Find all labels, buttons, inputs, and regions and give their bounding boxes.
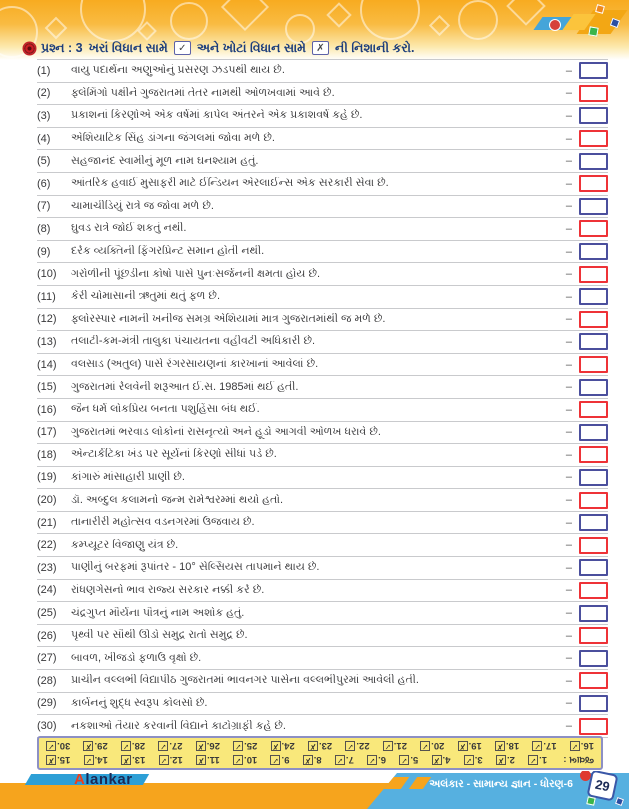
answer-mark-box: ✓ bbox=[534, 742, 541, 751]
question-row bbox=[37, 670, 608, 693]
answer-checkbox[interactable] bbox=[579, 85, 608, 102]
answer-key-strip bbox=[37, 736, 603, 770]
question-number: (7) bbox=[37, 200, 51, 213]
question-text: ચંદ્રગુપ્ત મૌર્યના પૌત્રનું નામ અશોક હતું. bbox=[71, 606, 245, 619]
answer-item bbox=[271, 755, 290, 766]
answer-checkbox[interactable] bbox=[579, 379, 608, 396]
decor-diamond bbox=[326, 2, 351, 27]
question-label: પ્રશ્ન : 3 bbox=[41, 40, 83, 55]
answer-checkbox[interactable] bbox=[579, 198, 608, 215]
answer-item bbox=[570, 741, 594, 752]
answer-number: 25. bbox=[244, 740, 258, 752]
question-text: ચામાચીડિયું રાત્રે જ જોવા મળે છે. bbox=[71, 199, 214, 212]
answer-item bbox=[399, 755, 418, 766]
question-text: તાનારીરી મહોત્સવ વડનગરમાં ઉજવાય છે. bbox=[71, 516, 255, 529]
answer-mark-box: ✗ bbox=[197, 756, 205, 765]
dash: – bbox=[565, 607, 572, 620]
answer-checkbox[interactable] bbox=[579, 333, 608, 350]
question-text: રાંધણગેસનો ભાવ રાજ્ય સરકાર નક્કી કરે છે. bbox=[71, 583, 265, 596]
answer-number: 6. bbox=[378, 754, 387, 766]
answer-mark-box: ✓ bbox=[85, 756, 92, 765]
question-row bbox=[37, 489, 608, 512]
question-number: (5) bbox=[37, 155, 51, 168]
question-row bbox=[37, 196, 608, 219]
question-text: ફ્લેમિંગો પક્ષીને ગુજરાતમાં તેતર નામથી ઓળખવામાં આવે છે. bbox=[71, 86, 335, 99]
question-row bbox=[37, 557, 608, 580]
answer-number: 14. bbox=[94, 754, 108, 766]
question-number: (9) bbox=[37, 245, 51, 258]
dash: – bbox=[565, 290, 572, 303]
answer-item bbox=[84, 741, 108, 752]
answer-number: 5. bbox=[410, 754, 419, 766]
question-number: (11) bbox=[37, 290, 56, 303]
answer-mark-box: ✗ bbox=[47, 756, 55, 765]
question-text: પાણીનું બરફમાં રૂપાંતર - 10° સેલ્સિયસ તાપમાને થાય છે. bbox=[71, 561, 320, 574]
answer-mark-box: ✓ bbox=[368, 756, 376, 765]
dash: – bbox=[565, 87, 572, 100]
question-text: વાયુ પદાર્થના અણુઓનું પ્રસરણ ઝડપથી થાય છે. bbox=[71, 64, 285, 77]
dash: – bbox=[565, 584, 572, 597]
answer-item bbox=[84, 755, 108, 766]
answer-mark-box: ✓ bbox=[465, 756, 473, 765]
question-number: (4) bbox=[37, 132, 51, 145]
answer-mark-box: ✗ bbox=[122, 756, 130, 765]
answer-mark-box: ✓ bbox=[400, 756, 408, 765]
answer-mark-box: ✗ bbox=[272, 742, 279, 751]
flower-bullet-icon bbox=[24, 43, 35, 54]
answer-checkbox[interactable] bbox=[579, 107, 608, 124]
dash: – bbox=[565, 629, 572, 642]
question-row bbox=[37, 399, 608, 422]
question-row bbox=[37, 150, 608, 173]
question-row bbox=[37, 60, 608, 83]
answer-item bbox=[233, 741, 257, 752]
answer-mark-box: ✗ bbox=[433, 756, 440, 765]
answer-mark-box: ✓ bbox=[336, 756, 344, 765]
answer-checkbox[interactable] bbox=[579, 175, 608, 192]
answer-checkbox[interactable] bbox=[579, 695, 608, 712]
question-text: એન્ટાર્કટિકા ખંડ પર સૂર્યનાં કિરણો સીધાં પડે છે. bbox=[71, 448, 277, 461]
dash: – bbox=[565, 494, 572, 507]
answer-mark-box: ✓ bbox=[272, 756, 279, 765]
question-row bbox=[37, 422, 608, 445]
question-number: (22) bbox=[37, 539, 57, 552]
answer-item bbox=[528, 755, 547, 766]
question-number: (19) bbox=[37, 471, 57, 484]
answer-number: 13. bbox=[132, 754, 146, 766]
page-number-badge: 29 bbox=[586, 771, 618, 802]
answer-mark-box: ✗ bbox=[459, 742, 466, 751]
question-text: ડૉ. અબ્દુલ કલામનો જન્મ રામેશ્વરમ્માં થયો હતો. bbox=[71, 493, 284, 506]
answer-checkbox[interactable] bbox=[579, 582, 608, 599]
dash: – bbox=[565, 245, 572, 258]
dash: – bbox=[565, 381, 572, 394]
answer-item bbox=[335, 755, 354, 766]
answer-checkbox[interactable] bbox=[579, 559, 608, 576]
decor-red-dot bbox=[549, 19, 561, 31]
question-number: (16) bbox=[37, 403, 57, 416]
answer-item bbox=[46, 755, 70, 766]
answer-mark-box: ✓ bbox=[234, 756, 242, 765]
answer-checkbox[interactable] bbox=[579, 220, 608, 237]
answer-mark-box: ✓ bbox=[160, 756, 167, 765]
dash: – bbox=[565, 652, 572, 665]
publisher-logo: Alankar bbox=[74, 771, 133, 788]
decor-green-square bbox=[588, 26, 598, 36]
dash: – bbox=[565, 222, 572, 235]
question-row bbox=[37, 105, 608, 128]
question-text: કાંગારું માંસાહારી પ્રાણી છે. bbox=[71, 470, 185, 483]
question-text: સહજાનંદ સ્વામીનું મૂળ નામ ઘનશ્યામ હતું. bbox=[71, 154, 259, 167]
dash: – bbox=[565, 403, 572, 416]
question-text: એશિયાટિક સિંહ ડાંગના જંગલમાં જોવા મળે છે. bbox=[71, 132, 275, 145]
question-number: (2) bbox=[37, 87, 51, 100]
dash: – bbox=[565, 109, 572, 122]
dash: – bbox=[565, 177, 572, 190]
decor-green-square bbox=[586, 796, 595, 805]
question-text: ગરોળીની પૂંછડીના કોષો પાસે પુનઃસર્જનની ક્ષમતા હોય છે. bbox=[71, 267, 321, 280]
answer-number: 8. bbox=[313, 754, 322, 766]
answer-checkbox[interactable] bbox=[579, 446, 608, 463]
answer-number: 7. bbox=[345, 754, 354, 766]
question-text: ગુજરાતમાં રેલવેની શરૂઆત ઈ.સ. 1985માં થઈ હતી. bbox=[71, 380, 299, 393]
questions-table bbox=[37, 59, 608, 738]
question-text: નકશાઓ તૈયાર કરવાની વિદ્યાને કાર્ટોગ્રાફી કહે છે. bbox=[71, 719, 286, 732]
answer-item bbox=[233, 755, 257, 766]
cross-box-icon: ✗ bbox=[312, 41, 329, 55]
question-row bbox=[37, 128, 608, 151]
question-row bbox=[37, 444, 608, 467]
decor-diamond bbox=[221, 0, 269, 31]
answer-number: 29. bbox=[94, 740, 108, 752]
decor-diamond bbox=[429, 15, 450, 36]
question-number: (3) bbox=[37, 109, 51, 122]
question-row bbox=[37, 354, 608, 377]
answer-key-content bbox=[39, 738, 601, 768]
answer-mark-box: ✓ bbox=[159, 742, 167, 751]
question-number: (23) bbox=[37, 561, 57, 574]
answer-checkbox[interactable] bbox=[579, 130, 608, 147]
answer-item bbox=[383, 741, 407, 752]
instruction-part3: ની નિશાની કરો. bbox=[335, 40, 415, 55]
question-number: (6) bbox=[37, 177, 51, 190]
dash: – bbox=[565, 132, 572, 145]
answer-number: 18. bbox=[505, 740, 520, 752]
answer-number: 17. bbox=[543, 740, 557, 752]
answer-checkbox[interactable] bbox=[579, 243, 608, 260]
answer-mark-box: ✗ bbox=[197, 742, 205, 751]
decor-circle bbox=[170, 2, 208, 40]
answer-item bbox=[496, 755, 515, 766]
answer-number: 20. bbox=[431, 740, 445, 752]
answer-mark-box: ✗ bbox=[85, 742, 92, 751]
answer-checkbox[interactable] bbox=[579, 356, 608, 373]
question-row bbox=[37, 512, 608, 535]
answer-item bbox=[196, 755, 220, 766]
book-title: અલંકાર - સામાન્ય જ્ઞાન - ધોરણ-6 bbox=[429, 778, 573, 790]
answer-mark-box: ✓ bbox=[421, 742, 429, 751]
answer-number: 24. bbox=[281, 740, 295, 752]
dash: – bbox=[565, 335, 572, 348]
answer-checkbox[interactable] bbox=[579, 492, 608, 509]
answer-number: 23. bbox=[318, 740, 333, 752]
dash: – bbox=[565, 426, 572, 439]
question-number: (18) bbox=[37, 448, 57, 461]
answer-checkbox[interactable] bbox=[579, 266, 608, 283]
question-number: (25) bbox=[37, 607, 57, 620]
answer-number: 27. bbox=[169, 740, 183, 752]
answer-number: 26. bbox=[206, 740, 220, 752]
question-text: ઘુવડ રાત્રે જોઈ શકતું નથી. bbox=[71, 222, 187, 235]
question-number: (1) bbox=[37, 64, 51, 77]
decor-circle bbox=[80, 0, 146, 42]
answer-checkbox[interactable] bbox=[579, 153, 608, 170]
instruction-part2: અને ખોટાં વિધાન સામે bbox=[196, 40, 306, 55]
answer-number: 15. bbox=[57, 754, 71, 766]
question-text: કેરી ચોમાસાની ઋતુમાં થતું ફળ છે. bbox=[71, 290, 220, 303]
question-row bbox=[37, 309, 608, 332]
question-number: (21) bbox=[37, 516, 57, 529]
question-number: (24) bbox=[37, 584, 57, 597]
check-box-icon: ✓ bbox=[174, 41, 191, 55]
answer-mark-box: ✓ bbox=[122, 742, 130, 751]
question-header bbox=[24, 37, 621, 59]
answer-item bbox=[159, 755, 183, 766]
question-row bbox=[37, 625, 608, 648]
answer-number: 9. bbox=[281, 754, 290, 766]
question-text: ફ્લોરસ્પાર નામની ખનીજ સમગ્ર એશિયામાં માત્ર ગુજરાતમાંથી જ મળે છે. bbox=[71, 312, 386, 325]
question-text: પૃથ્વી પર સૌથી ઊંડો સમુદ્ર રાતો સમુદ્ર છે. bbox=[71, 629, 248, 642]
answer-item bbox=[495, 741, 519, 752]
answer-item bbox=[303, 755, 322, 766]
dash: – bbox=[565, 697, 572, 710]
answer-checkbox[interactable] bbox=[579, 62, 608, 79]
answer-mark-box: ✗ bbox=[309, 742, 317, 751]
page-footer bbox=[0, 771, 629, 809]
answer-mark-box: ✓ bbox=[571, 742, 579, 751]
answer-mark-box: ✗ bbox=[496, 742, 504, 751]
answer-item bbox=[367, 755, 386, 766]
answer-checkbox[interactable] bbox=[579, 672, 608, 689]
dash: – bbox=[565, 64, 572, 77]
question-row bbox=[37, 647, 608, 670]
answer-number: 11. bbox=[207, 754, 220, 766]
answer-item bbox=[432, 755, 451, 766]
question-text: કમ્પ્યૂટર વિજાણુ યંત્ર છે. bbox=[71, 538, 179, 551]
answer-number: 22. bbox=[356, 740, 370, 752]
answer-mark-box: ✓ bbox=[234, 742, 242, 751]
question-row bbox=[37, 376, 608, 399]
question-text: બાવળ, ખીજડો ફળાઉ વૃક્ષો છે. bbox=[71, 651, 202, 664]
question-text: પ્રકાશનાં કિરણોએ એક વર્ષમાં કાપેલ અંતરને એક પ્રકાશવર્ષ કહે છે. bbox=[71, 109, 363, 122]
answer-item bbox=[196, 741, 220, 752]
answer-number: 10. bbox=[244, 754, 258, 766]
question-number: (12) bbox=[37, 313, 57, 326]
dash: – bbox=[565, 358, 572, 371]
dash: – bbox=[565, 471, 572, 484]
answer-key-label: જવાબ : bbox=[563, 754, 594, 766]
question-number: (13) bbox=[37, 335, 57, 348]
dash: – bbox=[565, 674, 572, 687]
question-number: (30) bbox=[37, 720, 57, 733]
question-number: (27) bbox=[37, 652, 57, 665]
decor-footer-parallelogram bbox=[409, 777, 431, 789]
question-row bbox=[37, 467, 608, 490]
question-row bbox=[37, 286, 608, 309]
answer-number: 21. bbox=[393, 740, 407, 752]
answer-number: 4. bbox=[442, 754, 451, 766]
question-number: (8) bbox=[37, 222, 51, 235]
dash: – bbox=[565, 268, 572, 281]
question-text: પ્રાચીન વલ્લભી વિદ્યાપીઠ ગુજરાતમાં ભાવનગર પાસેના વલ્લભીપુરમાં આવેલી હતી. bbox=[71, 674, 419, 687]
answer-key-line-1 bbox=[46, 754, 594, 767]
instruction-part1: ખરાં વિધાન સામે bbox=[88, 40, 168, 55]
dash: – bbox=[565, 313, 572, 326]
question-number: (26) bbox=[37, 629, 57, 642]
answer-number: 19. bbox=[468, 740, 482, 752]
answer-checkbox[interactable] bbox=[579, 514, 608, 531]
question-text: વલસાડ (અતુલ) પાસે રંગરસાયણનાં કારખાનાં આવેલાં છે. bbox=[71, 358, 319, 371]
answer-mark-box: ✓ bbox=[47, 742, 55, 751]
question-number: (28) bbox=[37, 674, 57, 687]
decor-circle bbox=[360, 0, 420, 40]
question-number: (14) bbox=[37, 358, 57, 371]
question-text: કાર્બનનું શુદ્ધ સ્વરૂપ કોલસો છે. bbox=[71, 696, 208, 709]
decor-circle bbox=[458, 0, 498, 40]
answer-number: 1. bbox=[539, 754, 548, 766]
question-row bbox=[37, 534, 608, 557]
question-text: દરેક વ્યક્તિની ફિંગરપ્રિન્ટ સમાન હોતી નથી. bbox=[71, 245, 265, 258]
answer-item bbox=[345, 741, 369, 752]
answer-item bbox=[121, 755, 145, 766]
answer-number: 2. bbox=[506, 754, 515, 766]
decor-diamond bbox=[45, 17, 68, 40]
dash: – bbox=[565, 155, 572, 168]
answer-mark-box: ✓ bbox=[529, 756, 537, 765]
question-number: (29) bbox=[37, 697, 57, 710]
answer-checkbox[interactable] bbox=[579, 311, 608, 328]
answer-item bbox=[458, 741, 482, 752]
question-row bbox=[37, 331, 608, 354]
question-number: (10) bbox=[37, 268, 57, 281]
question-row bbox=[37, 715, 608, 738]
question-text: જૈન ધર્મ લોકપ્રિય બનતા પશુહિંસા બંધ થઈ. bbox=[71, 403, 260, 416]
question-row bbox=[37, 580, 608, 603]
answer-checkbox[interactable] bbox=[579, 288, 608, 305]
question-text: તલાટી-કમ-મંત્રી તાલુકા પંચાયતના વહીવટી અધિકારી છે. bbox=[71, 335, 316, 348]
answer-mark-box: ✗ bbox=[497, 756, 505, 765]
dash: – bbox=[565, 539, 572, 552]
answer-item bbox=[308, 741, 332, 752]
question-row bbox=[37, 173, 608, 196]
question-number: (20) bbox=[37, 494, 57, 507]
question-row bbox=[37, 693, 608, 716]
question-number: (15) bbox=[37, 381, 57, 394]
answer-item bbox=[420, 741, 444, 752]
answer-checkbox[interactable] bbox=[579, 718, 608, 735]
question-number: (17) bbox=[37, 426, 57, 439]
answer-number: 12. bbox=[169, 754, 183, 766]
question-row bbox=[37, 241, 608, 264]
answer-mark-box: ✓ bbox=[384, 742, 392, 751]
answer-number: 28. bbox=[131, 740, 146, 752]
answer-item bbox=[121, 741, 145, 752]
answer-mark-box: ✓ bbox=[347, 742, 354, 751]
dash: – bbox=[565, 448, 572, 461]
dash: – bbox=[565, 561, 572, 574]
answer-number: 30. bbox=[57, 740, 71, 752]
answer-checkbox[interactable] bbox=[579, 469, 608, 486]
question-text: આંતરિક હવાઈ મુસાફરી માટે ઈન્ડિયન એરલાઈન્સ એક સરકારી સેવા છે. bbox=[71, 177, 389, 190]
question-row bbox=[37, 602, 608, 625]
answer-checkbox[interactable] bbox=[579, 401, 608, 418]
answer-number: 3. bbox=[474, 754, 483, 766]
answer-checkbox[interactable] bbox=[579, 650, 608, 667]
answer-checkbox[interactable] bbox=[579, 627, 608, 644]
answer-item bbox=[532, 741, 556, 752]
answer-item bbox=[464, 755, 483, 766]
answer-mark-box: ✗ bbox=[304, 756, 312, 765]
answer-key-line-2 bbox=[46, 740, 594, 753]
dash: – bbox=[565, 200, 572, 213]
question-text: ગુજરાતમાં ભરવાડ લોકોનાં રાસનૃત્યો અને હૂડો આગવી ઓળખ ધરાવે છે. bbox=[71, 425, 381, 438]
answer-checkbox[interactable] bbox=[579, 424, 608, 441]
answer-item bbox=[46, 741, 70, 752]
dash: – bbox=[565, 516, 572, 529]
question-row bbox=[37, 83, 608, 106]
question-row bbox=[37, 218, 608, 241]
question-row bbox=[37, 263, 608, 286]
answer-number: 16. bbox=[580, 740, 594, 752]
answer-item bbox=[271, 741, 295, 752]
answer-checkbox[interactable] bbox=[579, 537, 608, 554]
answer-checkbox[interactable] bbox=[579, 605, 608, 622]
answer-item bbox=[158, 741, 182, 752]
dash: – bbox=[565, 720, 572, 733]
